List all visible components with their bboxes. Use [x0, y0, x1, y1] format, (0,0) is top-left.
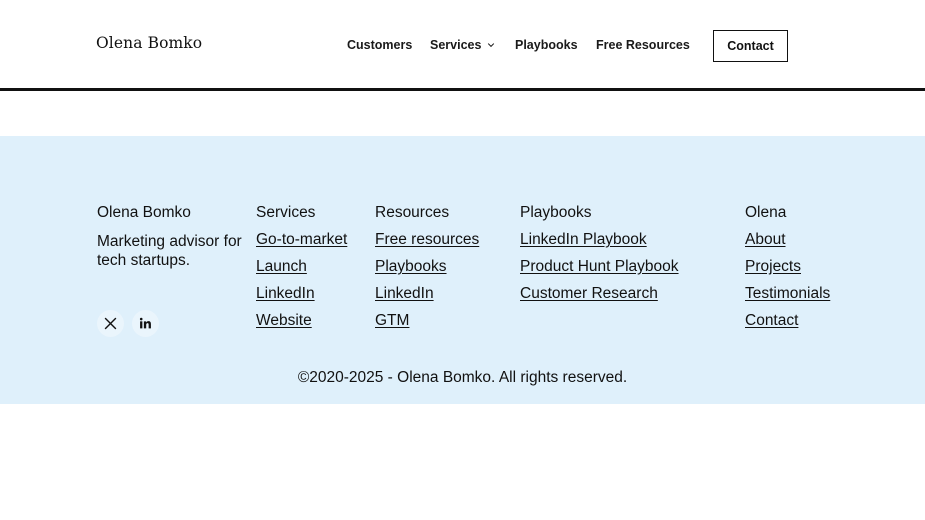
footer-link-website[interactable]: Website: [256, 312, 312, 329]
footer-tagline: Marketing advisor for tech startups.: [97, 233, 242, 269]
chevron-down-icon: [487, 41, 495, 49]
site-header: [0, 0, 925, 89]
footer-link-contact[interactable]: Contact: [745, 312, 799, 329]
footer-resources-title: Resources: [375, 204, 450, 221]
footer-link-playbooks[interactable]: Playbooks: [375, 258, 447, 275]
x-icon: [104, 317, 117, 330]
footer-link-testimonials[interactable]: Testimonials: [745, 285, 831, 302]
footer-services-title: Services: [256, 204, 316, 221]
footer-link-projects[interactable]: Projects: [745, 258, 801, 275]
footer-link-customer-research[interactable]: Customer Research: [520, 285, 658, 302]
site-footer: [0, 136, 925, 404]
linkedin-social-link[interactable]: [132, 310, 159, 337]
x-social-link[interactable]: [97, 310, 124, 337]
nav-services-label: Services: [430, 38, 482, 52]
footer-olena-title: Olena: [745, 204, 787, 221]
nav-playbooks[interactable]: Playbooks: [515, 38, 578, 52]
footer-brand-title: Olena Bomko: [97, 204, 191, 221]
site-logo[interactable]: Olena Bomko: [96, 34, 203, 52]
footer-link-linkedin-playbook[interactable]: LinkedIn Playbook: [520, 231, 647, 248]
footer-link-linkedin-service[interactable]: LinkedIn: [256, 285, 315, 302]
nav-customers[interactable]: Customers: [347, 38, 413, 52]
linkedin-icon: [139, 317, 152, 330]
contact-button[interactable]: Contact: [713, 30, 788, 62]
footer-link-launch[interactable]: Launch: [256, 258, 307, 275]
copyright-text: ©2020-2025 - Olena Bomko. All rights reserved.: [297, 369, 628, 386]
footer-link-about[interactable]: About: [745, 231, 786, 248]
footer-link-linkedin-resource[interactable]: LinkedIn: [375, 285, 434, 302]
footer-playbooks-title: Playbooks: [520, 204, 592, 221]
footer-link-go-to-market[interactable]: Go-to-market: [256, 231, 348, 248]
footer-link-gtm[interactable]: GTM: [375, 312, 410, 329]
nav-services-dropdown[interactable]: [430, 38, 495, 52]
footer-link-product-hunt-playbook[interactable]: Product Hunt Playbook: [520, 258, 679, 275]
footer-link-free-resources[interactable]: Free resources: [375, 231, 480, 248]
nav-free-resources[interactable]: Free Resources: [596, 38, 690, 52]
header-divider: [0, 88, 925, 91]
